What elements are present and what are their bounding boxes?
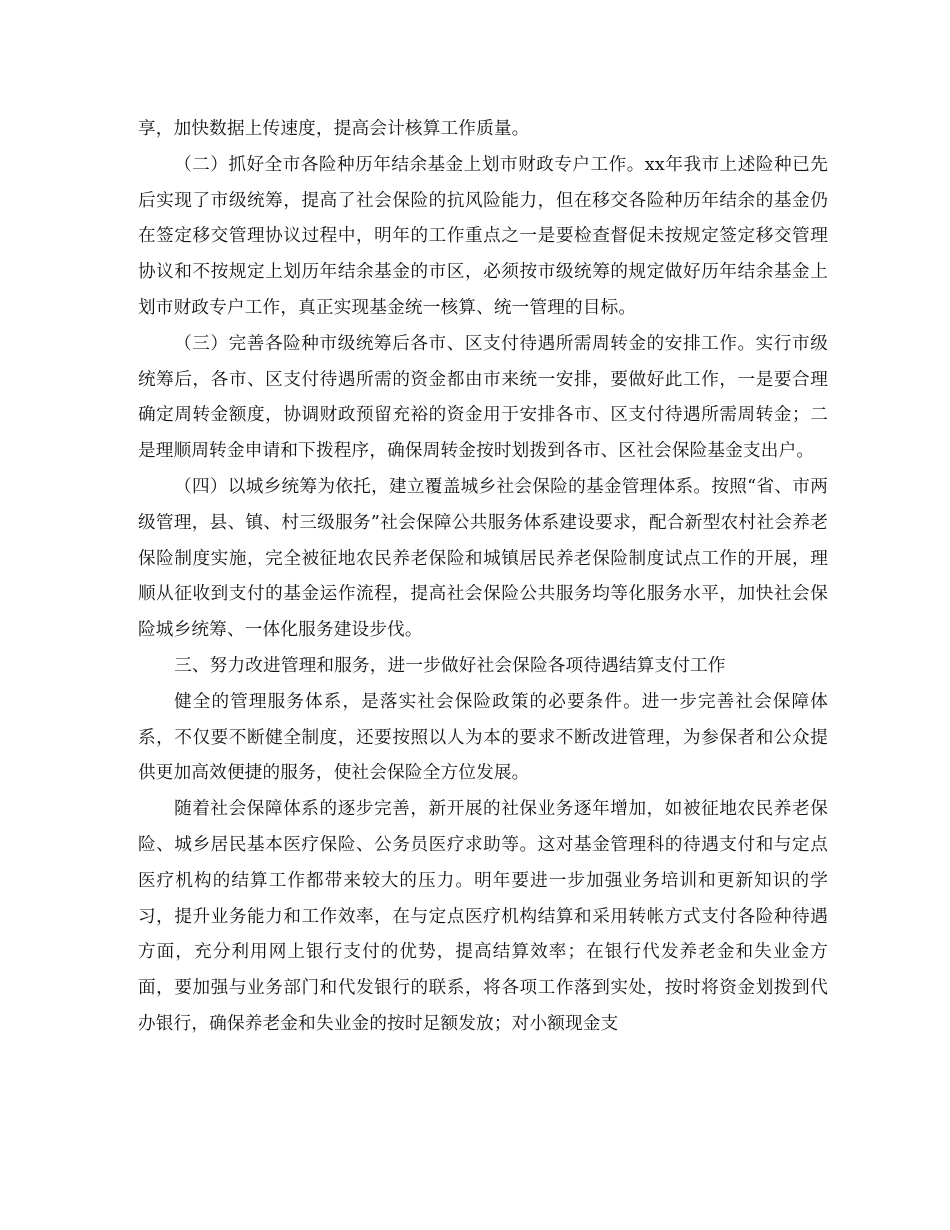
paragraph-section-4: （四）以城乡统筹为依托，建立覆盖城乡社会保险的基金管理体系。按照“省、市两级管理，县、镇、村三级服务”社会保障公共服务体系建设要求，配合新型农村社会养老保险制度实施，完全被征地农民养老保险和城镇居民养老保险制度试点工作的开展，理顺从征收到支付的基金运作流程，提高社会保险公共服务均等化服务水平，加快社会保险城乡统筹、一体化服务建设步伐。 xyxy=(138,476,828,641)
section-heading-3: 三、努力改进管理和服务，进一步做好社会保险各项待遇结算支付工作 xyxy=(174,655,726,676)
paragraph-section-2: （二）抓好全市各险种历年结余基金上划市财政专户工作。xx年我市上述险种已先后实现了市级统筹，提高了社会保险的抗风险能力，但在移交各险种历年结余的基金仍在签定移交管理协议过程中，明年的工作重点之一是要检查督促未按规定签定移交管理协议和不按规定上划历年结余基金的市区，必须按市级统筹的规定做好历年结余基金上划市财政专户工作，真正实现基金统一核算、统一管理的目标。 xyxy=(138,154,828,318)
paragraph-continuation: 享，加快数据上传速度，提高会计核算工作质量。 xyxy=(138,119,530,139)
paragraph-social-security-growth: 随着社会保障体系的逐步完善，新开展的社保业务逐年增加，如被征地农民养老保险、城乡居民基本医疗保险、公务员医疗求助等。这对基金管理科的待遇支付和与定点医疗机构的结算工作都带来较大的压力。明年要进一步加强业务培训和更新知识的学习，提升业务能力和工作效率，在与定点医疗机构结算和采用转帐方式支付各险种待遇方面，充分利用网上银行支付的优势，提高结算效率；在银行代发养老金和失业金方面，要加强与业务部门和代发银行的联系，将各项工作落到实处，按时将资金划拨到代办银行，确保养老金和失业金的按时足额发放；对小额现金支 xyxy=(138,799,828,1034)
paragraph-management-system: 健全的管理服务体系，是落实社会保险政策的必要条件。进一步完善社会保障体系，不仅要不断健全制度，还要按照以人为本的要求不断改进管理，为参保者和公众提供更加高效便捷的服务，使社会保险全方位发展。 xyxy=(138,691,828,784)
document-body xyxy=(138,112,828,1043)
paragraph-section-3: （三）完善各险种市级统筹后各市、区支付待遇所需周转金的安排工作。实行市级统筹后，各市、区支付待遇所需的资金都由市来统一安排，要做好此工作，一是要合理确定周转金额度，协调财政预留充裕的资金用于安排各市、区支付待遇所需周转金；二是理顺周转金申请和下拨程序，确保周转金按时划拨到各市、区社会保险基金支出户。 xyxy=(138,333,828,462)
